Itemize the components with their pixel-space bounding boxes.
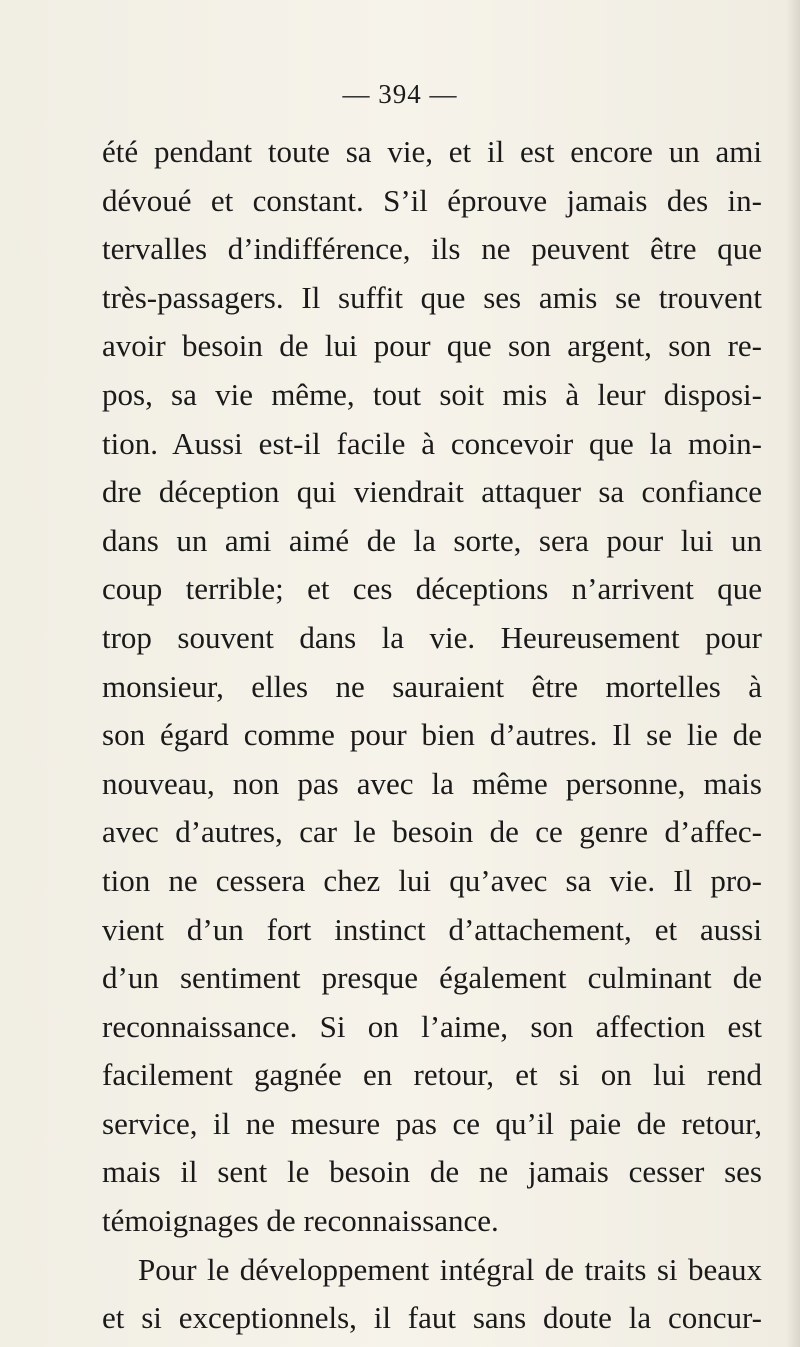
text-line: trop souvent dans la vie. Heureusement pour xyxy=(102,619,762,655)
text-line: Pour le développement intégral de traits si beaux xyxy=(138,1251,762,1287)
text-line: témoignages de reconnaissance. xyxy=(102,1203,499,1239)
text-line: tion. Aussi est-il facile à concevoir que la moin- xyxy=(102,425,762,461)
text-line: tervalles d’indifférence, ils ne peuvent être que xyxy=(102,231,762,267)
text-line: et si exceptionnels, il faut sans doute la concur- xyxy=(102,1300,762,1336)
text-line: d’un sentiment presque également culminant de xyxy=(102,960,762,996)
body-text xyxy=(102,128,762,1343)
text-line: dans un ami aimé de la sorte, sera pour lui un xyxy=(102,522,762,558)
text-line: tion ne cessera chez lui qu’avec sa vie. Il pro- xyxy=(102,862,762,898)
text-line: reconnaissance. Si on l’aime, son affection est xyxy=(102,1008,762,1044)
text-line: dévoué et constant. S’il éprouve jamais des in- xyxy=(102,182,762,218)
text-line: très-passagers. Il suffit que ses amis se trouvent xyxy=(102,279,762,315)
text-line: pos, sa vie même, tout soit mis à leur disposi- xyxy=(102,376,762,412)
text-line: monsieur, elles ne sauraient être mortelles à xyxy=(102,668,762,704)
text-line: avoir besoin de lui pour que son argent, son re- xyxy=(102,328,762,364)
text-line: mais il sent le besoin de ne jamais cesser ses xyxy=(102,1154,762,1190)
page-edge-shadow xyxy=(786,0,800,1347)
page-number: — 394 — xyxy=(342,79,458,109)
text-line: dre déception qui viendrait attaquer sa confiance xyxy=(102,474,762,510)
text-line: avec d’autres, car le besoin de ce genre d’affec- xyxy=(102,814,762,850)
text-line: coup terrible; et ces déceptions n’arrivent que xyxy=(102,571,762,607)
text-line: son égard comme pour bien d’autres. Il se lie de xyxy=(102,717,762,753)
text-line: été pendant toute sa vie, et il est encore un ami xyxy=(102,134,762,169)
text-line: service, il ne mesure pas ce qu’il paie de retour, xyxy=(102,1105,762,1141)
text-line: facilement gagnée en retour, et si on lui rend xyxy=(102,1057,762,1093)
text-line: vient d’un fort instinct d’attachement, et aussi xyxy=(102,911,762,947)
text-line: nouveau, non pas avec la même personne, mais xyxy=(102,765,762,801)
